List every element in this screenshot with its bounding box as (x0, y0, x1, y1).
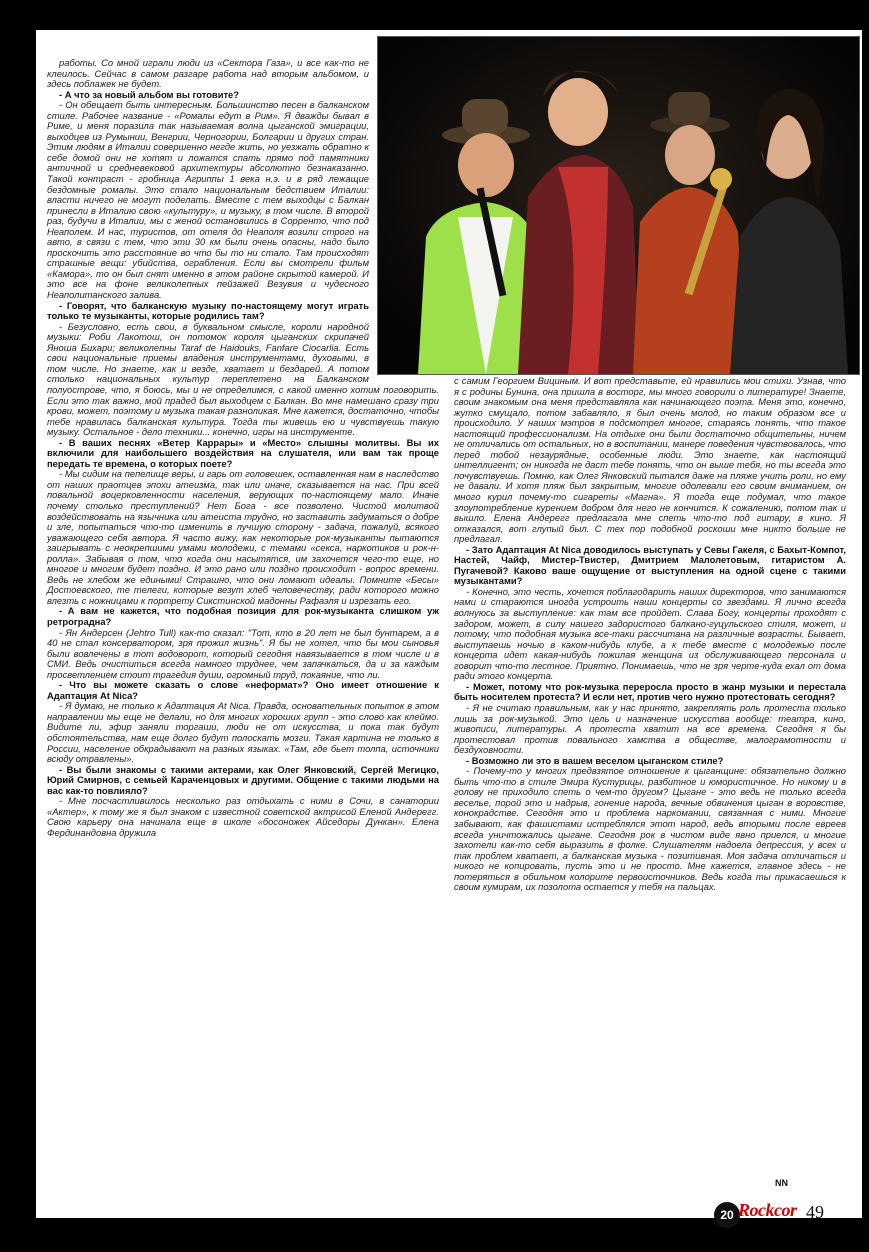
band-photo (377, 36, 860, 375)
interview-answer: - Почему-то у многих предвзятое отношение к цыганщине: обязательно должно быть что-то в стиле Эмира Кустурицы, разбитное и юмористичное. Но никому и в голову не приходило спеть о чем-то другом? Цыгане - это ведь не только всегда веселье, порой это и надрыв, гонение народа, вечные обвинения цыган в воровстве, конокрадстве. Сегодня это и проблема наркомании, связанная с ними. Многие забывают, как фашистами истреблялся этот народ, ведь вторыми после евреев всегда уничтожались цыгане. Сегодня рок в чистом виде явно приелся, и многие захотели как-то себя выразить в фолке. Слушателям надоела депрессия, у всех и так проблем хватает, а балканская музыка - позитивная. Моя задача отличаться и никого не копировать, пусть это и не просто. Мне кажется, главное здесь - не потеряться в обильном колорите первоисточников. Ведь когда ты прикасаешься к своим кумирам, их позолота остается у тебя на пальцах. (454, 765, 846, 893)
article-column-left (47, 58, 439, 838)
author-signature: NN (775, 1178, 788, 1188)
interview-question: - Зато Адаптация At Nica доводилось выступать у Севы Гакеля, с Бахыт-Компот, Настей, Чайф, Мистер-Твистер, Дмитрием Малолетовым, гитаристом А. Пугачевой? Каково ваше ощущение от выступления на одной сцене с такими музыкантами? (454, 543, 846, 587)
issue-number-badge: 20 (714, 1202, 740, 1228)
interview-question: - А вам не кажется, что подобная позиция для рок-музыканта слишком уж ретроградна? (47, 605, 439, 627)
interview-answer: - Безусловно, есть свои, в буквальном смысле, короли народной музыки: Роби Лакотош, он потомок короля цыганских скрипачей Яноша Бихари; великолепны Taraf de Haidouks, Fanfare Ciocarlia. Есть свои национальные приемы владения инструментами, духовыми, в том числе. Но знаете, как и везде, хватает и бездарей. А потом столько национальных культур переплетено на Балканском полуострове, что, я боюсь, мы и не определимся, с какой именно хотим поговорить. Если это так важно, мой прадед был выходцем с Балкан. Во мне намешано сразу три крови, может, поэтому и музыка такая разноликая. Мне кажется, достаточно, чтобы тебе нравилась балканская культура. Тогда ты живешь ею и чувствуешь такую музыку. Остальное - дело техники... конечно, игры на инструменте. (47, 320, 439, 438)
interview-answer: работы. Со мной играли люди из «Сектора Газа», и все как-то не клеилось. Сейчас в самом разгаре работа над вторым альбомом, и здесь поблажек не будет. (47, 57, 369, 90)
interview-question: - Что вы можете сказать о слове «неформат»? Оно имеет отношение к Адаптация At Nica? (47, 679, 439, 701)
interview-question: - Возможно ли это в вашем веселом цыганском стиле? (466, 754, 724, 766)
interview-answer: - Мы сидим на пепелище веры, и гарь от головешек, оставленная нам в наследство от наших праотцев эпохи атеизма, так или иначе, сказывается на нас. При всей повальной воцерковленности населения, верующих по-настоящему мало. Иначе почему столько преступлений? Нет Бога - все позволено. Чистой молитвой воздействовать на язычника или атеиста трудно, но заставить задуматься о добре и зле, попытаться что-то изменить в лучшую сторону - задача, пожалуй, всякого уважающего себя автора. Я часто вижу, как некоторые рок-музыканты пытаются заигрывать с неокрепшими умами молодежи, с темами «секса, наркотиков и рок-н-ролла». Забывая о том, что когда они насытятся, им захочется чего-то еще, но многое и многим будет поздно. И это рано или поздно происходит - вопрос времени. Ведь не хлебом же едиными! Страшно, что они ломают идеалы. Помните «Бесы» Достоевского, те телеги, которые везут хлеб человечеству, ради которого можно влезть с ножницами к портрету Сикстинской мадонны Рафаэля и изрезать его. (47, 468, 439, 606)
interview-question: - В ваших песнях «Ветер Каррары» и «Место» слышны молитвы. Вы их включили для наибольшего воздействия на слушателя, или вам так проще передать те времена, о которых поете? (47, 436, 439, 469)
interview-answer: - Я думаю, не только к Адаптация At Nica. Правда, основательных попыток в этом направлении мы еще не делали, но для многих хороших групп - это слово как клеймо. Видите ли, эфир заняли торгаши, люди не от искусства, и пока так будут обстоятельства, нам еще долго будут полоскать мозги. Такая картина не только в России, население обкрадывают на разных языках. «Там, где бьет толпа, источники всюду отравлены». (47, 700, 439, 765)
interview-answer: - Он обещает быть интересным. Большинство песен в балканском стиле. Рабочее название - «Ромалы едут в Рим». Я дважды бывал в Риме, и меня поразила так называемая волна цыганской эмиграции, выходцев из Румынии, Венгрии, Черногории, Болгарии и других стран. Этим людям в Италии совершенно негде жить, но уезжать обратно к себе домой они не хотят и ложатся спать прямо под памятники античной и средневековой архитектуры абсолютно безнаказанно. Такой контраст - гробница Агриппы 1 века н.э. и в ряд лежащие бездомные ромалы. Это стало национальным бедствием Италии: власти ничего не могут поделать. Вместе с тем выходцы с Балкан принесли в Италию свою «культуру», и музыку, в том числе. В второй раз, будучи в Италии, мы с женой остановились в Сорренто, что под Неаполем. И нас, туристов, от отеля до Неаполя возили строго на авто, в связи с тем, что эти 30 км были очень опасны, надо было проскочить это расстояние во что бы то ни стало. Там происходят страшные вещи: убийства, ограбления. Если вы смотрели фильм «Камора», то он был снят именно в этом районе скрытой камерой. И это все на фоне великолепных пейзажей Везувия и чудесного Неаполитанского залива. (47, 99, 369, 301)
interview-answer: с самим Георгием Вициным. И вот представьте, ей нравились мои стихи. Узнав, что я с родины Бунина, она пришла в восторг, мы много говорили о литературе! Знаете, своим знакомым она меня представляла как начинающего поэта. Меня это, конечно, жутко смущало, потом забавляло, я был очень молод, но таким образом все и происходило. У наших мэтров я подсмотрел многое, стараясь понять, что такое настоящий профессионализм. На отдыхе они были достаточно общительны, ничем не отличались от остальных, но в воспитании, манере поведения чувствовалось, что перед тобой незаурядные, особенные люди. Это знаете, как настоящий интеллигент; он никогда не даст тебе понять, что он выше тебя, но ты всегда это почувствуешь. Помню, как Олег Янковский пытался даже на пляже учить роли, но ему не давали. И хотя пляж был закрытым, многие одолевали его своим вниманием, он много курил почему-то сигареты «Магна». Я тогда еще подумал, что такое злоупотребление курением добром для него не кончится. К сожалению, потом так и вышло. Елена Андерегг предлагала мне спеть что-то под гитару, в кино. Я отказался, вот глупый был. С тех пор подобной роскоши мне никто больше не предлагал. (454, 375, 846, 545)
article-column-right (454, 376, 846, 893)
interview-answer: - Ян Андерсен (Jehtro Tull) как-то сказал: "Тот, кто в 20 лет не был бунтарем, а в 40 не стал консерватором, зря прожил жизнь". Я бы не хотел, что бы мои сыновья были вовлечены в тот водоворот, который сегодня навязывается в том числе и в СМИ. Ведь очиститься всегда намного труднее, чем запачкаться, да и за каждым просветлением стоит трагедия души, огромный труд, покаяние, что ли. (47, 626, 439, 680)
interview-answer: - Мне посчастливилось несколько раз отдыхать с ними в Сочи, в санатории «Актер», к тому же я был знаком с известной советской актрисой Еленой Андерегг. Свою карьеру она начинала еще в школе «босоножек Айседоры Дункан». Елена Фердинандовна дружила (47, 795, 439, 838)
interview-question: - Говорят, что балканскую музыку по-настоящему могут играть только те музыканты, которые родились там? (47, 299, 369, 322)
photo-wrap-spacer (369, 58, 439, 376)
page-footer (714, 1196, 854, 1230)
interview-question: - А что за новый альбом вы готовите? (59, 88, 239, 100)
interview-answer: - Я не считаю правильным, как у нас принято, закреплять роль протеста только лишь за рок-музыкой. Это цель и назначение искусства вообще: театра, кино, живописи, литературы. А протеста хватит на все времена. Сегодня я бы протестовал против повального хамства в обществе, малограмотности и бездуховности. (454, 701, 846, 756)
interview-question: - Вы были знакомы с такими актерами, как Олег Янковский, Сергей Мегицко, Юрий Смирнов, с семьей Караченцовых и другими. Общение с такими людьми на вас как-то повлияло? (47, 763, 439, 796)
interview-question: - Может, потому что рок-музыка переросла просто в жанр музыки и перестала быть носителем протеста? И если нет, против чего нужно протестовать сегодня? (454, 680, 846, 703)
interview-answer: - Конечно, это честь, хочется поблагодарить наших директоров, что занимаются нами и стараются иногда устроить наши концерты со звездами. Я лично всегда волнуюсь за выступление: как там все пройдет. Слава Богу, концерты проходят с задором, может, в силу нашего задористого балкано-гуцульского стиля, может, и потому, что подобная музыка все-таки рассчитана на различные возрасты. Бывает, выступаешь ночью в каком-нибудь клубе, а к тебе вместе с молодежью после концерта идет какая-нибудь пожилая женщина из обслуживающего персонала и говорит что-то лестное. Приятно. Понимаешь, что не зря черте-куда ехал от дома ради этого концерта. (454, 585, 846, 682)
magazine-logo: Rockcor (738, 1200, 797, 1220)
page-number: 49 (806, 1202, 824, 1222)
